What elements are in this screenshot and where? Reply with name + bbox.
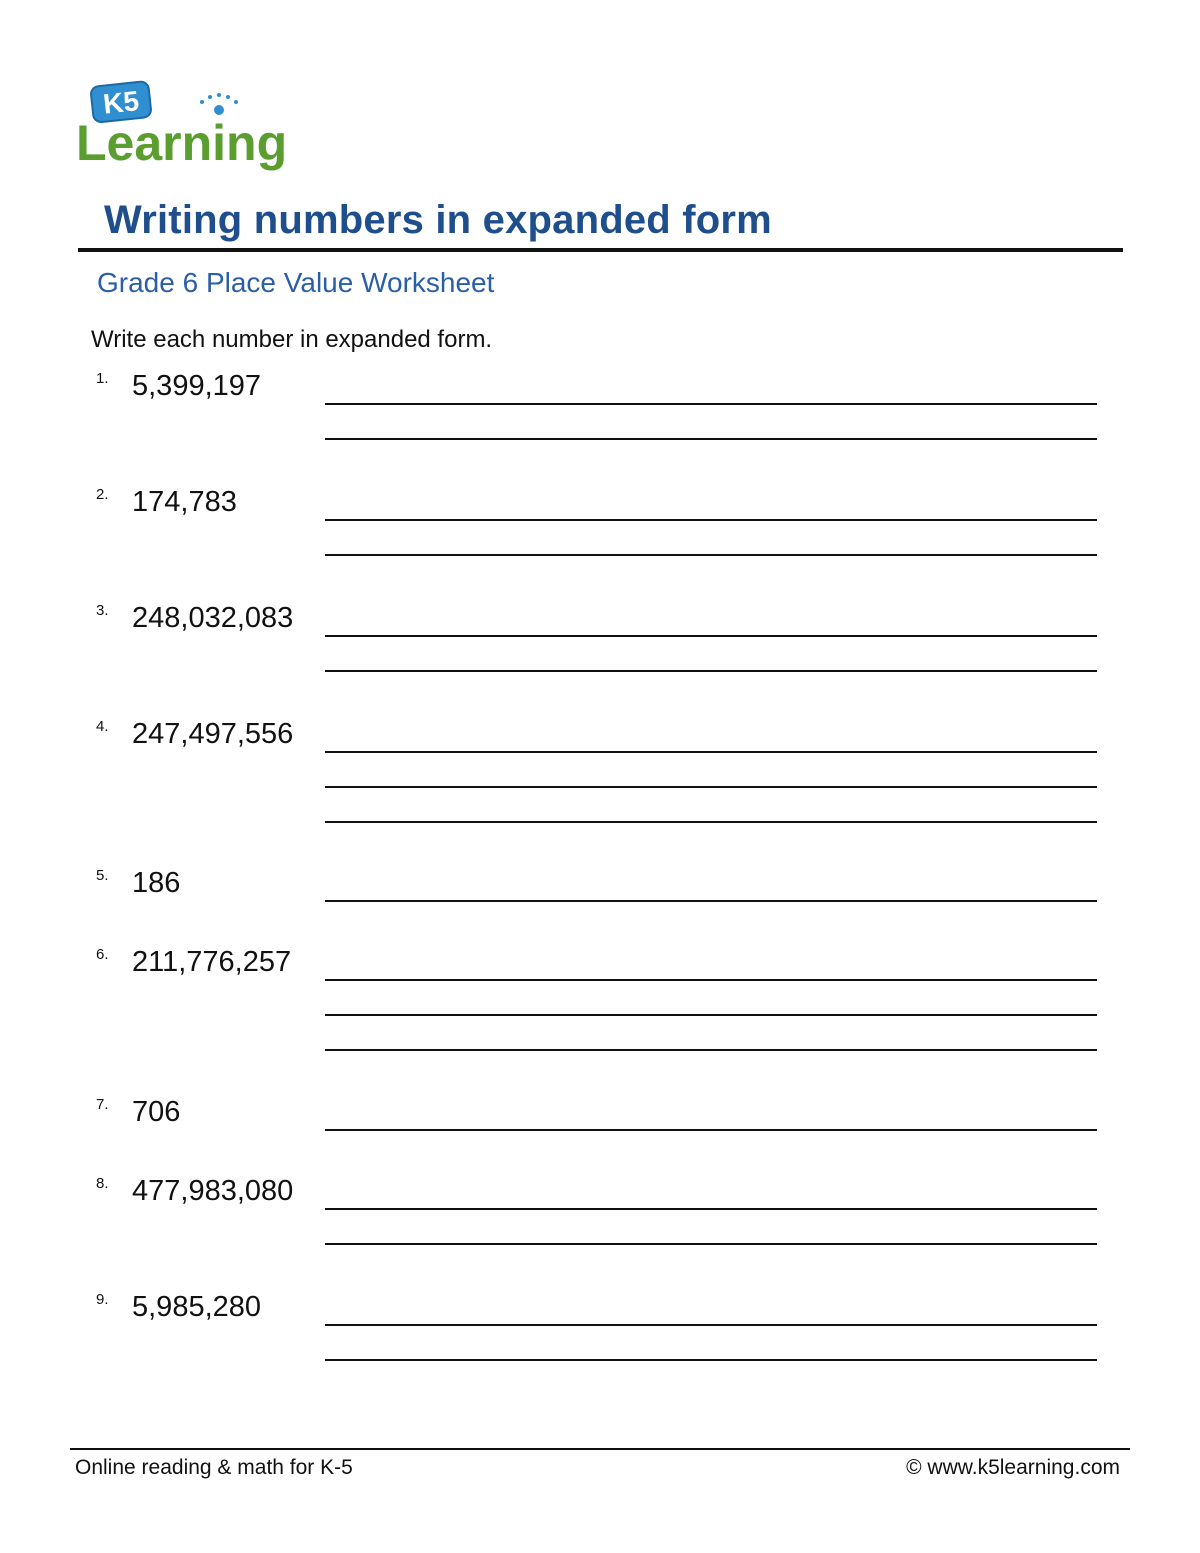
title-divider (78, 248, 1123, 252)
footer-website[interactable]: © www.k5learning.com (906, 1456, 1120, 1479)
problem-value: 706 (132, 1096, 181, 1128)
problem-number: 6. (96, 946, 109, 963)
answer-line[interactable] (325, 1129, 1097, 1131)
problem-number: 5. (96, 867, 109, 884)
problem-number: 3. (96, 602, 109, 619)
problem-value: 5,399,197 (132, 370, 262, 402)
problem-number: 9. (96, 1291, 109, 1308)
instructions: Write each number in expanded form. (91, 326, 493, 353)
answer-line[interactable] (325, 751, 1097, 753)
problem-number: 2. (96, 486, 109, 503)
answer-line[interactable] (325, 670, 1097, 672)
problem-value: 477,983,080 (132, 1175, 294, 1207)
answer-line[interactable] (325, 403, 1097, 405)
problem-value: 5,985,280 (132, 1291, 262, 1323)
logo-k5-text: K5 (101, 85, 141, 120)
answer-line[interactable] (325, 438, 1097, 440)
page-title: Writing numbers in expanded form (104, 198, 772, 242)
problem-value: 248,032,083 (132, 602, 294, 634)
logo-stars (200, 93, 238, 104)
problem-value: 186 (132, 867, 181, 899)
answer-line[interactable] (325, 554, 1097, 556)
answer-line[interactable] (325, 1208, 1097, 1210)
answer-line[interactable] (325, 1014, 1097, 1016)
problem-number: 4. (96, 718, 109, 735)
problem-value: 211,776,257 (132, 946, 292, 978)
footer-divider (70, 1448, 1130, 1450)
answer-line[interactable] (325, 1324, 1097, 1326)
problem-number: 1. (96, 370, 109, 387)
problem-number: 7. (96, 1096, 109, 1113)
answer-line[interactable] (325, 979, 1097, 981)
problem-value: 247,497,556 (132, 718, 294, 750)
answer-line[interactable] (325, 1049, 1097, 1051)
k5-learning-logo (74, 78, 298, 174)
answer-line[interactable] (325, 1243, 1097, 1245)
answer-line[interactable] (325, 900, 1097, 902)
footer-tagline: Online reading & math for K-5 (75, 1456, 353, 1479)
problem-number: 8. (96, 1175, 109, 1192)
logo-learning-text: Learning (76, 115, 288, 171)
answer-line[interactable] (325, 821, 1097, 823)
answer-line[interactable] (325, 1359, 1097, 1361)
answer-line[interactable] (325, 635, 1097, 637)
logo-figure-head (214, 105, 224, 115)
problem-value: 174,783 (132, 486, 237, 518)
subtitle: Grade 6 Place Value Worksheet (97, 267, 495, 298)
answer-line[interactable] (325, 786, 1097, 788)
answer-line[interactable] (325, 519, 1097, 521)
